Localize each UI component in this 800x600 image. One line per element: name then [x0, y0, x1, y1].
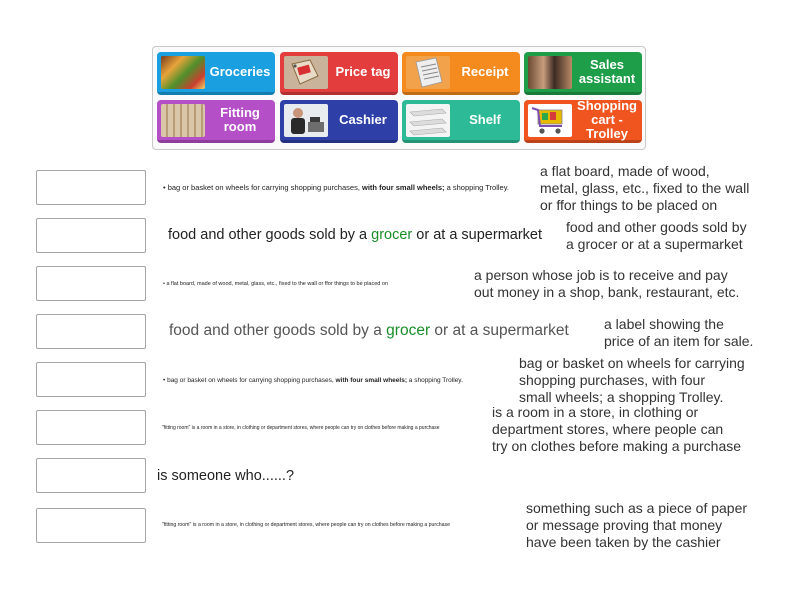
- definition-line: have been taken by the cashier: [526, 534, 721, 550]
- tile-label-line2: room: [223, 119, 257, 134]
- definition-5: [519, 355, 745, 406]
- tile-shelf[interactable]: [402, 100, 520, 143]
- tile-label: Price tag: [335, 64, 391, 79]
- definition-line: a flat board, made of wood,: [540, 163, 710, 179]
- tile-label: Cashier: [339, 112, 387, 127]
- sales-assistant-image: [528, 56, 572, 89]
- fitting-room-image: [161, 104, 205, 137]
- drop-box-6[interactable]: [36, 410, 146, 445]
- drop-box-4[interactable]: [36, 314, 146, 349]
- tile-label-line2: assistant: [578, 71, 636, 86]
- definition-line: try on clothes before making a purchase: [492, 438, 742, 454]
- tile-label: Groceries: [209, 64, 271, 79]
- tile-cashier[interactable]: [280, 100, 398, 143]
- drop-box-2[interactable]: [36, 218, 146, 253]
- definition-line: something such as a piece of paper: [526, 500, 748, 516]
- definition-3: [474, 267, 739, 301]
- clue-text: a shopping Trolley.: [406, 377, 463, 384]
- definition-1: [540, 163, 749, 214]
- clue-bold-text: with four small wheels;: [362, 183, 445, 192]
- definition-6: [492, 404, 741, 455]
- tile-groceries[interactable]: [157, 52, 275, 95]
- definition-line: bag or basket on wheels for carrying: [519, 355, 745, 371]
- clue-text: food and other goods sold by a: [168, 227, 372, 243]
- definition-line: shopping purchases, with four: [519, 372, 705, 388]
- tile-label: Receipt: [461, 64, 509, 79]
- shelf-image: [406, 104, 450, 137]
- clue-text: • bag or basket on wheels for carrying shopping purchases,: [163, 377, 336, 384]
- price-tag-image: [284, 56, 328, 89]
- definition-line: food and other goods sold by: [566, 219, 747, 235]
- definition-line: or message proving that money: [526, 517, 723, 533]
- clue-text: or at a supermarket: [412, 227, 543, 243]
- clue-text: a shopping Trolley.: [444, 183, 509, 192]
- tile-label: Shelf: [469, 112, 501, 127]
- tile-label-line1: Fitting: [220, 105, 260, 120]
- definition-line: a label showing the: [604, 316, 724, 332]
- clue-text: food and other goods sold by a: [169, 322, 387, 339]
- cashier-image: [284, 104, 328, 137]
- definition-line: a grocer or at a supermarket: [566, 236, 743, 252]
- tile-label: [572, 99, 642, 141]
- clue-1: [163, 183, 509, 192]
- definition-line: is a room in a store, in clothing or: [492, 404, 699, 420]
- clue-text: or at a supermarket: [430, 322, 569, 339]
- tile-fitting-room[interactable]: [157, 100, 275, 143]
- drop-box-7[interactable]: [36, 458, 146, 493]
- clue-highlight-text: grocer: [386, 322, 431, 339]
- clue-3: • a flat board, made of wood, metal, glass, etc., fixed to the wall or ffor things to be placed on: [163, 281, 389, 287]
- tile-sales-assistant[interactable]: [524, 52, 642, 95]
- receipt-image: [406, 56, 450, 89]
- tile-label: [572, 58, 642, 86]
- shopping-cart-image: [528, 104, 572, 137]
- clue-2: [168, 227, 542, 243]
- drop-box-5[interactable]: [36, 362, 146, 397]
- tile-label-line1: Sales: [590, 57, 624, 72]
- drop-box-8[interactable]: [36, 508, 146, 543]
- clue-8: "fitting room" is a room in a store, in clothing or department stores, where people can try on clothes before making a purchase: [162, 522, 450, 528]
- tile-receipt[interactable]: [402, 52, 520, 95]
- definition-line: small wheels; a shopping Trolley.: [519, 389, 724, 405]
- tile-price-tag[interactable]: [280, 52, 398, 95]
- tile-label-line1: Shopping: [577, 98, 637, 113]
- clue-highlight-text: grocer: [371, 227, 413, 243]
- definition-2: [566, 219, 747, 253]
- definition-line: a person whose job is to receive and pay: [474, 267, 728, 283]
- clue-4: [169, 322, 569, 340]
- clue-6: "fitting room" is a room in a store, in clothing or department stores, where people can try on clothes before making a purchase: [162, 425, 440, 431]
- definition-line: price of an item for sale.: [604, 333, 754, 349]
- definition-line: department stores, where people can: [492, 421, 724, 437]
- drop-box-3[interactable]: [36, 266, 146, 301]
- word-bank: [152, 46, 646, 150]
- drop-box-1[interactable]: [36, 170, 146, 205]
- groceries-image: [161, 56, 205, 89]
- tile-shopping-cart[interactable]: [524, 100, 642, 143]
- tile-label-line2: cart - Trolley: [586, 112, 628, 141]
- tile-label: [205, 106, 275, 134]
- clue-7: is someone who......?: [157, 468, 295, 484]
- definition-8: [526, 500, 747, 551]
- definition-4: [604, 316, 753, 350]
- definition-line: out money in a shop, bank, restaurant, etc.: [474, 284, 740, 300]
- clue-5: [163, 377, 463, 384]
- clue-bold-text: with four small wheels;: [335, 377, 407, 384]
- definition-line: metal, glass, etc., fixed to the wall: [540, 180, 750, 196]
- clue-text: • bag or basket on wheels for carrying shopping purchases,: [163, 183, 362, 192]
- definition-line: or ffor things to be placed on: [540, 197, 718, 213]
